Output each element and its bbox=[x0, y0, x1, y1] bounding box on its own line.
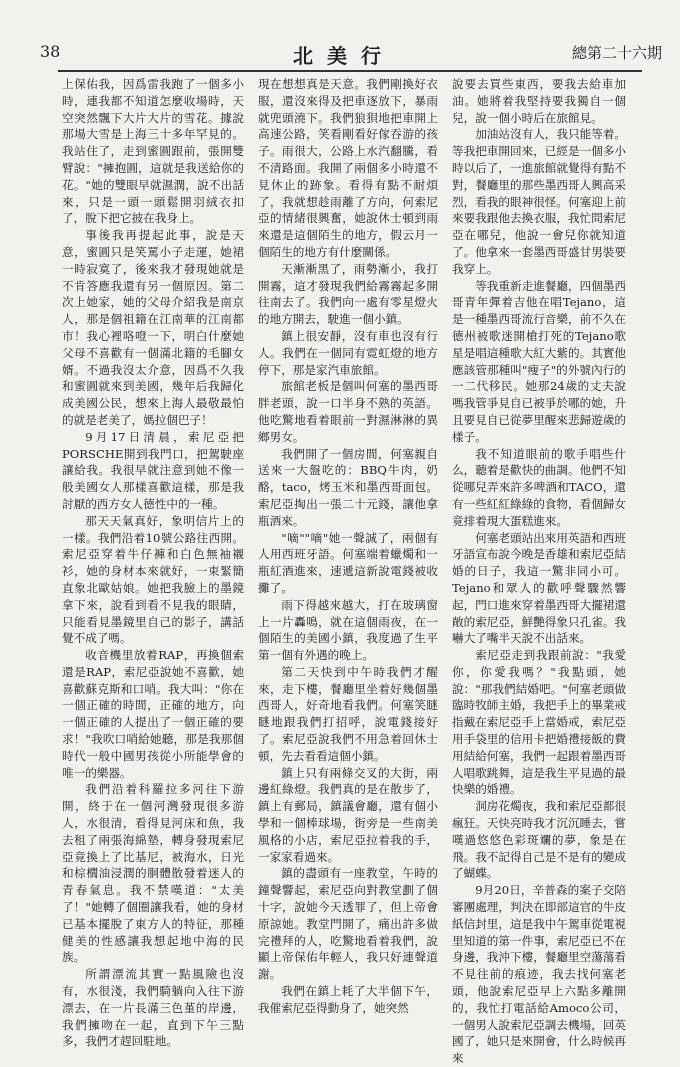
page-header bbox=[14, 42, 674, 68]
paragraph: 雨下得越來越大，打在玻璃窗上一片轟鳴，就在這個雨夜，在一個陌生的美國小鎮，我度過了生平第一個有外遇的晚上。 bbox=[258, 597, 438, 663]
paragraph: 我們開了一個房間，何塞親自送來一大盤吃的：BBQ牛肉，奶酪，taco，烤玉米和墨西哥面包。索尼亞掏出一張二十元錢，讓他拿瓶酒來。 bbox=[258, 446, 438, 528]
paragraph: 所謂漂流其實一點風險也沒有，水很淺，我們騎躺向入往下游漂去，在一片長滿三色堇的岸邊，我們擁吻在一起，直到下午三點多，我們才趕回駐地。 bbox=[62, 967, 244, 1049]
paragraph: 現在想想真是天意。我們剛換好衣服，還沒來得及把車逐放下，暴雨就兜頭澆下。我們狼狽地把車開上高速公路，笑看剛看好傢吞游的孩子。雨很大，公路上水汽翻騰，看不清路面。我開了兩個多小時還不見休止的跡象。看得有點不耐煩了，我就想趁雨離了方向，何索尼亞的情緒很興奮，她說休士頓到雨來還是這個陌生的地方，假云月一個陌生的地方有什麼關係。 bbox=[258, 77, 438, 259]
page-number: 38 bbox=[40, 42, 61, 61]
paragraph: 索尼亞走到我跟前說："我愛你，你愛我嗎？"我點頭，她說："那我們結婚吧。"何塞老頭做臨時牧師主婚，我把手上的畢業戒指戴在索尼亞手上當婚戒，索尼亞用手袋里的信用卡把婚禮接飯的費用結給何塞，我們一起跟着墨西哥人唱歌跳舞，這是我生平見過的最快樂的婚禮。 bbox=[452, 648, 626, 797]
paragraph: 等我重新走進餐廳，四個墨西哥青年彈着吉他在唱Tejano，這是一種墨西哥流行音樂，前不久在德州被歌迷開槍打死的Tejano歌星是唱這種歌大紅大紫的。其實他應該管那種叫"瘦子"的外號內行的一二代移民。她那24歲的丈夫說嗎我管爭見自已被爭於哪的她，升且要見自已從夢里醒來悲歸遊歲的樣子。 bbox=[452, 278, 626, 444]
paragraph: 鎮上只有兩條交叉的大街，兩邊紅綠燈。我們真的是在散步了，鎮上有郵局，鎮議會廳，還有個小學和一個棒球場，街旁是一些南美風格的小店，索尼亞拉着我的手，一家家看過來。 bbox=[258, 765, 438, 864]
issue-number: 總第二十六期 bbox=[571, 44, 662, 62]
paragraph: 收音機里放着RAP，再換個索還是RAP，索尼亞說她不喜歡，她喜歡蘇克斯和口哨。我大叫："你在一個正確的時間，正確的地方，向一個正確的人提出了一個正確的要求！"我吹口哨給她聽，那是我那個時代一般中國男孩從小所能學會的唯一的樂器。 bbox=[62, 648, 244, 780]
paragraph: 何塞老頭站出來用英語和西班牙語宣布說今晚是香雄和索尼亞結婚的日子，我這一驚非同小可。Tejano和眾人的歡呼聲驟然響起，門口進來穿着墨西哥大擺裙還敞的索尼亞，鮮艷得象只孔雀。我嚇大了嘴半天說不出話來。 bbox=[452, 530, 626, 646]
paragraph: 我們在鎮上耗了大半個下午，我催索尼亞得動身了，她突然 bbox=[258, 984, 438, 1015]
paragraph: 天漸漸黑了，雨勢漸小，我打開霧，這才發現我們給霧霧起多開往南去了。我們向一處有零星燈火的地方開去，駛進一個小鎮。 bbox=[258, 261, 438, 327]
paragraph: 旅館老板是個叫何塞的墨西哥胖老頭，說一口半身不熟的英語。他吃驚地看着眼前一對濕淋淋的異鄉男女。 bbox=[258, 379, 438, 444]
paragraph: 鎮的盡頭有一座教堂，午時的鐘聲響起，索尼亞向對教堂劃了個十字，說她今天透罪了，但上帝會原諒她。教堂門開了，痛出許多做完禮拜的人，吃驚地看着我們，說顯上帝保佑年輕人，我只好連聲道謝。 bbox=[258, 866, 438, 982]
paragraph: 洞房花燭夜，我和索尼亞都很瘋狂。天快亮時我才沉沉睡去，嘗嘆過悠悠色彩斑斕的夢，象是在飛。我不記得自己是不是有的變成了蝴蝶。 bbox=[452, 799, 626, 881]
paragraph: 我不知道眼前的歌手唱些什么，聽着是歡快的曲調。他們不知從哪兒弄來許多啤酒和TACO，還有一些紅紅綠綠的食物，看個歸女竟排着現大蛋糕進來。 bbox=[452, 446, 626, 528]
paragraph: 那天天氣真好，象明信片上的一樣。我們沿着10號公路往西開。索尼亞穿着牛仔褲和白色無袖襯衫，她的身材本來就好，一束緊簡直象北歐姑娘。她把我臉上的墨鏡拿下來，說看到看不見我的眼睛，只能看見墨鏡里自己的影子，講話覺不成了嗎。 bbox=[62, 513, 244, 646]
paragraph: 第二天快到中午時我們才醒來，走下樓，餐廳里坐着好幾個墨西哥人，好奇地看我們。何塞笑瞇瞇地跟我們打招呼，說電錢接好了。索尼亞說我們不用急着回休士頓，先去看看這個小鎮。 bbox=[258, 664, 438, 763]
paragraph: 9月20日，辛普森的案子交陪審團處理，判決在即部這官的牛皮紙信封里，這是我中午駕車從電視里知道的第一件事，索尼亞已不在身邊，我沖下樓，餐廳里空蕩蕩看不見往前的痕迹，我去找何塞老頭，他說索尼亞早上六點多離開的，我忙打電話給Amoco公司，一個男人說索尼亞調去機場，回英國了，她只是來開會，什么時候再來 bbox=[452, 883, 626, 1066]
paragraph: 說要去買些東西，要我去給車加油。她將着我堅持要我獨自一個兒，說一個小時后在旅館見。 bbox=[452, 77, 626, 125]
header-rule bbox=[58, 70, 642, 72]
paragraph: 上保佑我，因爲雷我跑了一個多小時，連我都不知道怎麼收場時，天空突然飄下大片大片的雪花。據說那場大雪是上海三十多年罕見的。我站住了，走到蜜圓跟前，張開雙臂說："擁抱圓，這就是我送給你的花。"她的雙眼早就濕潤，說不出話來，只是一頭一頭鬆開羽絨衣扣了，脫下把它披在我身上。 bbox=[62, 77, 244, 226]
magazine-title: 北美行 bbox=[293, 44, 395, 68]
paragraph: 鎮上很安靜，沒有車也沒有行人。我們在一個同有霓虹燈的地方停下，那是家汽車旅館。 bbox=[258, 328, 438, 377]
paragraph: 9月17日清晨，索尼亞把PORSCHE開到我門口，把駕駛座讓給我。我很早就注意到她不像一般美國女人那樣喜歡這樣，那是我討厭的西方女人德性中的一種。 bbox=[62, 429, 244, 511]
paragraph: "嘀""嘀"她一聲誠了，兩個有人用西班牙語。何塞端着蠟燭和一瓶紅酒進來，速遞這新說電錢被收攤了。 bbox=[258, 530, 438, 595]
text-column-3 bbox=[452, 76, 626, 1067]
paragraph: 加油站沒有人，我只能等着。等我把車開回來，已經是一個多小時以后了，一進旅館就覺得有點不對，餐廳里的那些墨西哥人興高采烈，看我的眼神很怪。何塞迎上前來要我跟他去換衣服，我忙問索尼亞在哪兒，他說一會兒你就知道了。他拿來一套墨西哥盛甘男裝要我穿上。 bbox=[452, 127, 626, 276]
text-column-1 bbox=[62, 76, 244, 1050]
paragraph: 我們沿着科羅拉多河往下游開，終于在一個河灣發現很多游人，水很清，看得見河床和魚，我去租了兩張海綿墊，轉身發現索尼亞竟換上了比基尼，被海水，日光和棕櫚油浸潤的胴體散發着迷人的青春氣息。我不禁嘆道："太美了！"她轉了個圈讓我看，她的身材已基本擺脫了東方人的特征，那種健美的性感讓我想起地中海的民族。 bbox=[62, 782, 244, 965]
text-column-2 bbox=[258, 76, 438, 1017]
paragraph: 事後我再提起此事，說是天意，蜜圓只是笑罵小子走運，她裙一時寂寞了，後來我才發現她就是不肯答應我還有另一個原因。第二次上她家，她的父母介紹我是南京人，那是個祖籍在江南華的江南都市！我心裡咯噔一下，明白什麼她父母不喜歡有一個滿北籍的毛腳女婿。不過我沒太介意，因爲不久我和蜜圓就來到美國，幾年后我歸化成美國公民，想來上海人最敬最怕的就是老美了，媽拉個巴子！ bbox=[62, 228, 244, 427]
